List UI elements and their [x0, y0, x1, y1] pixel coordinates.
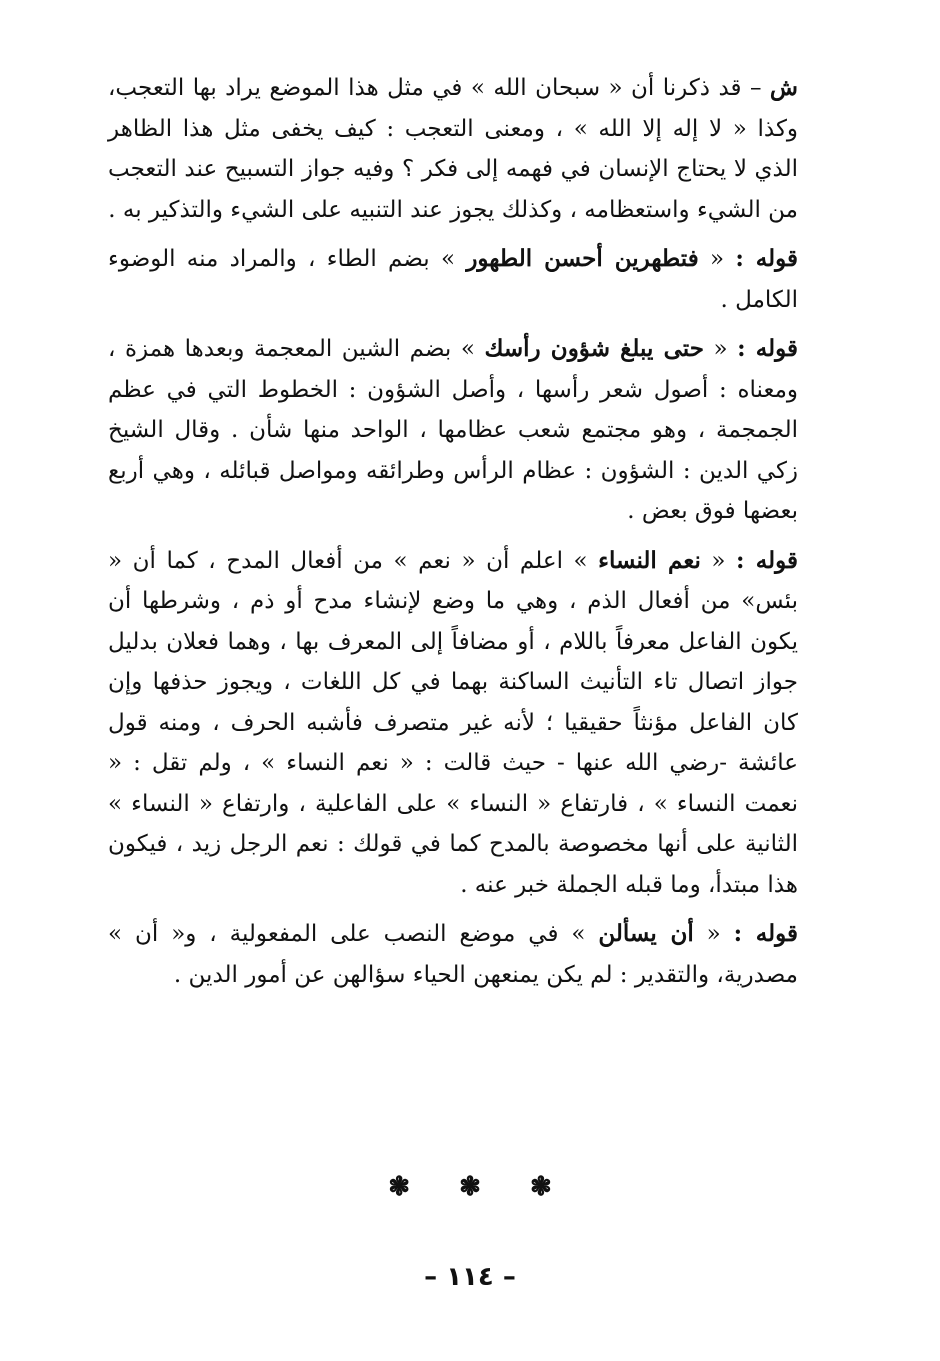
quote-open: «	[693, 921, 734, 947]
quoted-phrase: نعم النساء	[598, 546, 701, 574]
paragraph-text: – قد ذكرنا أن « سبحان الله » في مثل هذا الموضع يراد بها التعجب، وكذا « لا إله إلا الله » ، ومعنى التعجب : كيف يخفى مثل هذا الظاهر الذي لا يحتاج الإنسان في فهمه إلى فكر ؟ وفيه جواز التسبيح عند التعجب من الشيء واستعظامه ، وكذلك يجوز عند التنبيه على الشيء والتذكير به .	[108, 75, 798, 223]
paragraph-fatatahharina	[108, 239, 798, 320]
paragraph-an-yasalna	[108, 914, 798, 995]
quote-open: «	[703, 336, 738, 362]
quote-open: «	[700, 547, 737, 574]
quoted-phrase: أن يسألن	[598, 920, 694, 947]
paragraph-lead: ش	[769, 74, 798, 101]
page-number: – ١١٤ –	[424, 1262, 516, 1292]
asterism-ornament: ❃	[459, 1172, 481, 1202]
paragraph-nima-annisa	[108, 541, 798, 906]
asterism-ornament: ❃	[529, 1172, 552, 1202]
paragraph-text: » اعلم أن « نعم » من أفعال المدح ، كما أن « بئس» من أفعال الذم ، وهي ما وضع لإنشاء مدح أو ذم ، وشرطها أن يكون الفاعل معرفاً باللام ، أو مضافاً إلى المعرف بها ، وهما فعلان بدليل جواز اتصال تاء التأنيث الساكنة بهما في كل اللغات ، ويجوز حذفها وإن كان الفاعل مؤنثاً حقيقيا ؛ لأنه غير متصرف فأشبه الحرف ، ومنه قول عائشة -رضي الله عنها - حيث قالت : « نعم النساء » ، ولم تقل : « نعمت النساء » ، فارتفاع « النساء » على الفاعلية ، وارتفاع « النساء » الثانية على أنها مخصوصة بالمدح كما في قولك : نعم الرجل زيد ، فيكون هذا مبتدأ، وما قبله الجملة خبر عنه .	[108, 547, 798, 898]
paragraph-text: » بضم الشين المعجمة وبعدها همزة ، ومعناه : أصول شعر رأسها ، وأصل الشؤون : الخطوط التي في عظم الجمجمة ، وهو مجتمع شعب عظامها ، الواحد منها شأن . وقال الشيخ زكي الدين : الشؤون : عظام الرأس وطرائقه ومواصل قبائله ، وهي أربع بعضها فوق بعض .	[108, 336, 798, 524]
paragraph-lead: قوله :	[737, 335, 798, 362]
quoted-phrase: فتطهرين أحسن الطهور	[466, 245, 699, 272]
quote-open: «	[698, 246, 736, 272]
asterism-ornament: ❃	[388, 1172, 410, 1202]
paragraph-text: » في موضع النصب على المفعولية ، و« أن » مصدرية، والتقدير : لم يكن يمنعهن الحياء سؤالهن عن أمور الدين .	[108, 921, 798, 988]
quoted-phrase: حتى يبلغ شؤون رأسك	[484, 335, 704, 362]
paragraph-lead: قوله :	[735, 245, 799, 272]
paragraph-text: » بضم الطاء ، والمراد منه الوضوء الكامل .	[108, 246, 798, 313]
page-body	[108, 68, 798, 1004]
paragraph-shuun	[108, 329, 798, 532]
paragraph-commentary-intro	[108, 68, 798, 230]
paragraph-lead: قوله :	[733, 920, 798, 947]
section-divider-ornaments	[0, 1172, 940, 1202]
paragraph-lead: قوله :	[736, 546, 798, 574]
